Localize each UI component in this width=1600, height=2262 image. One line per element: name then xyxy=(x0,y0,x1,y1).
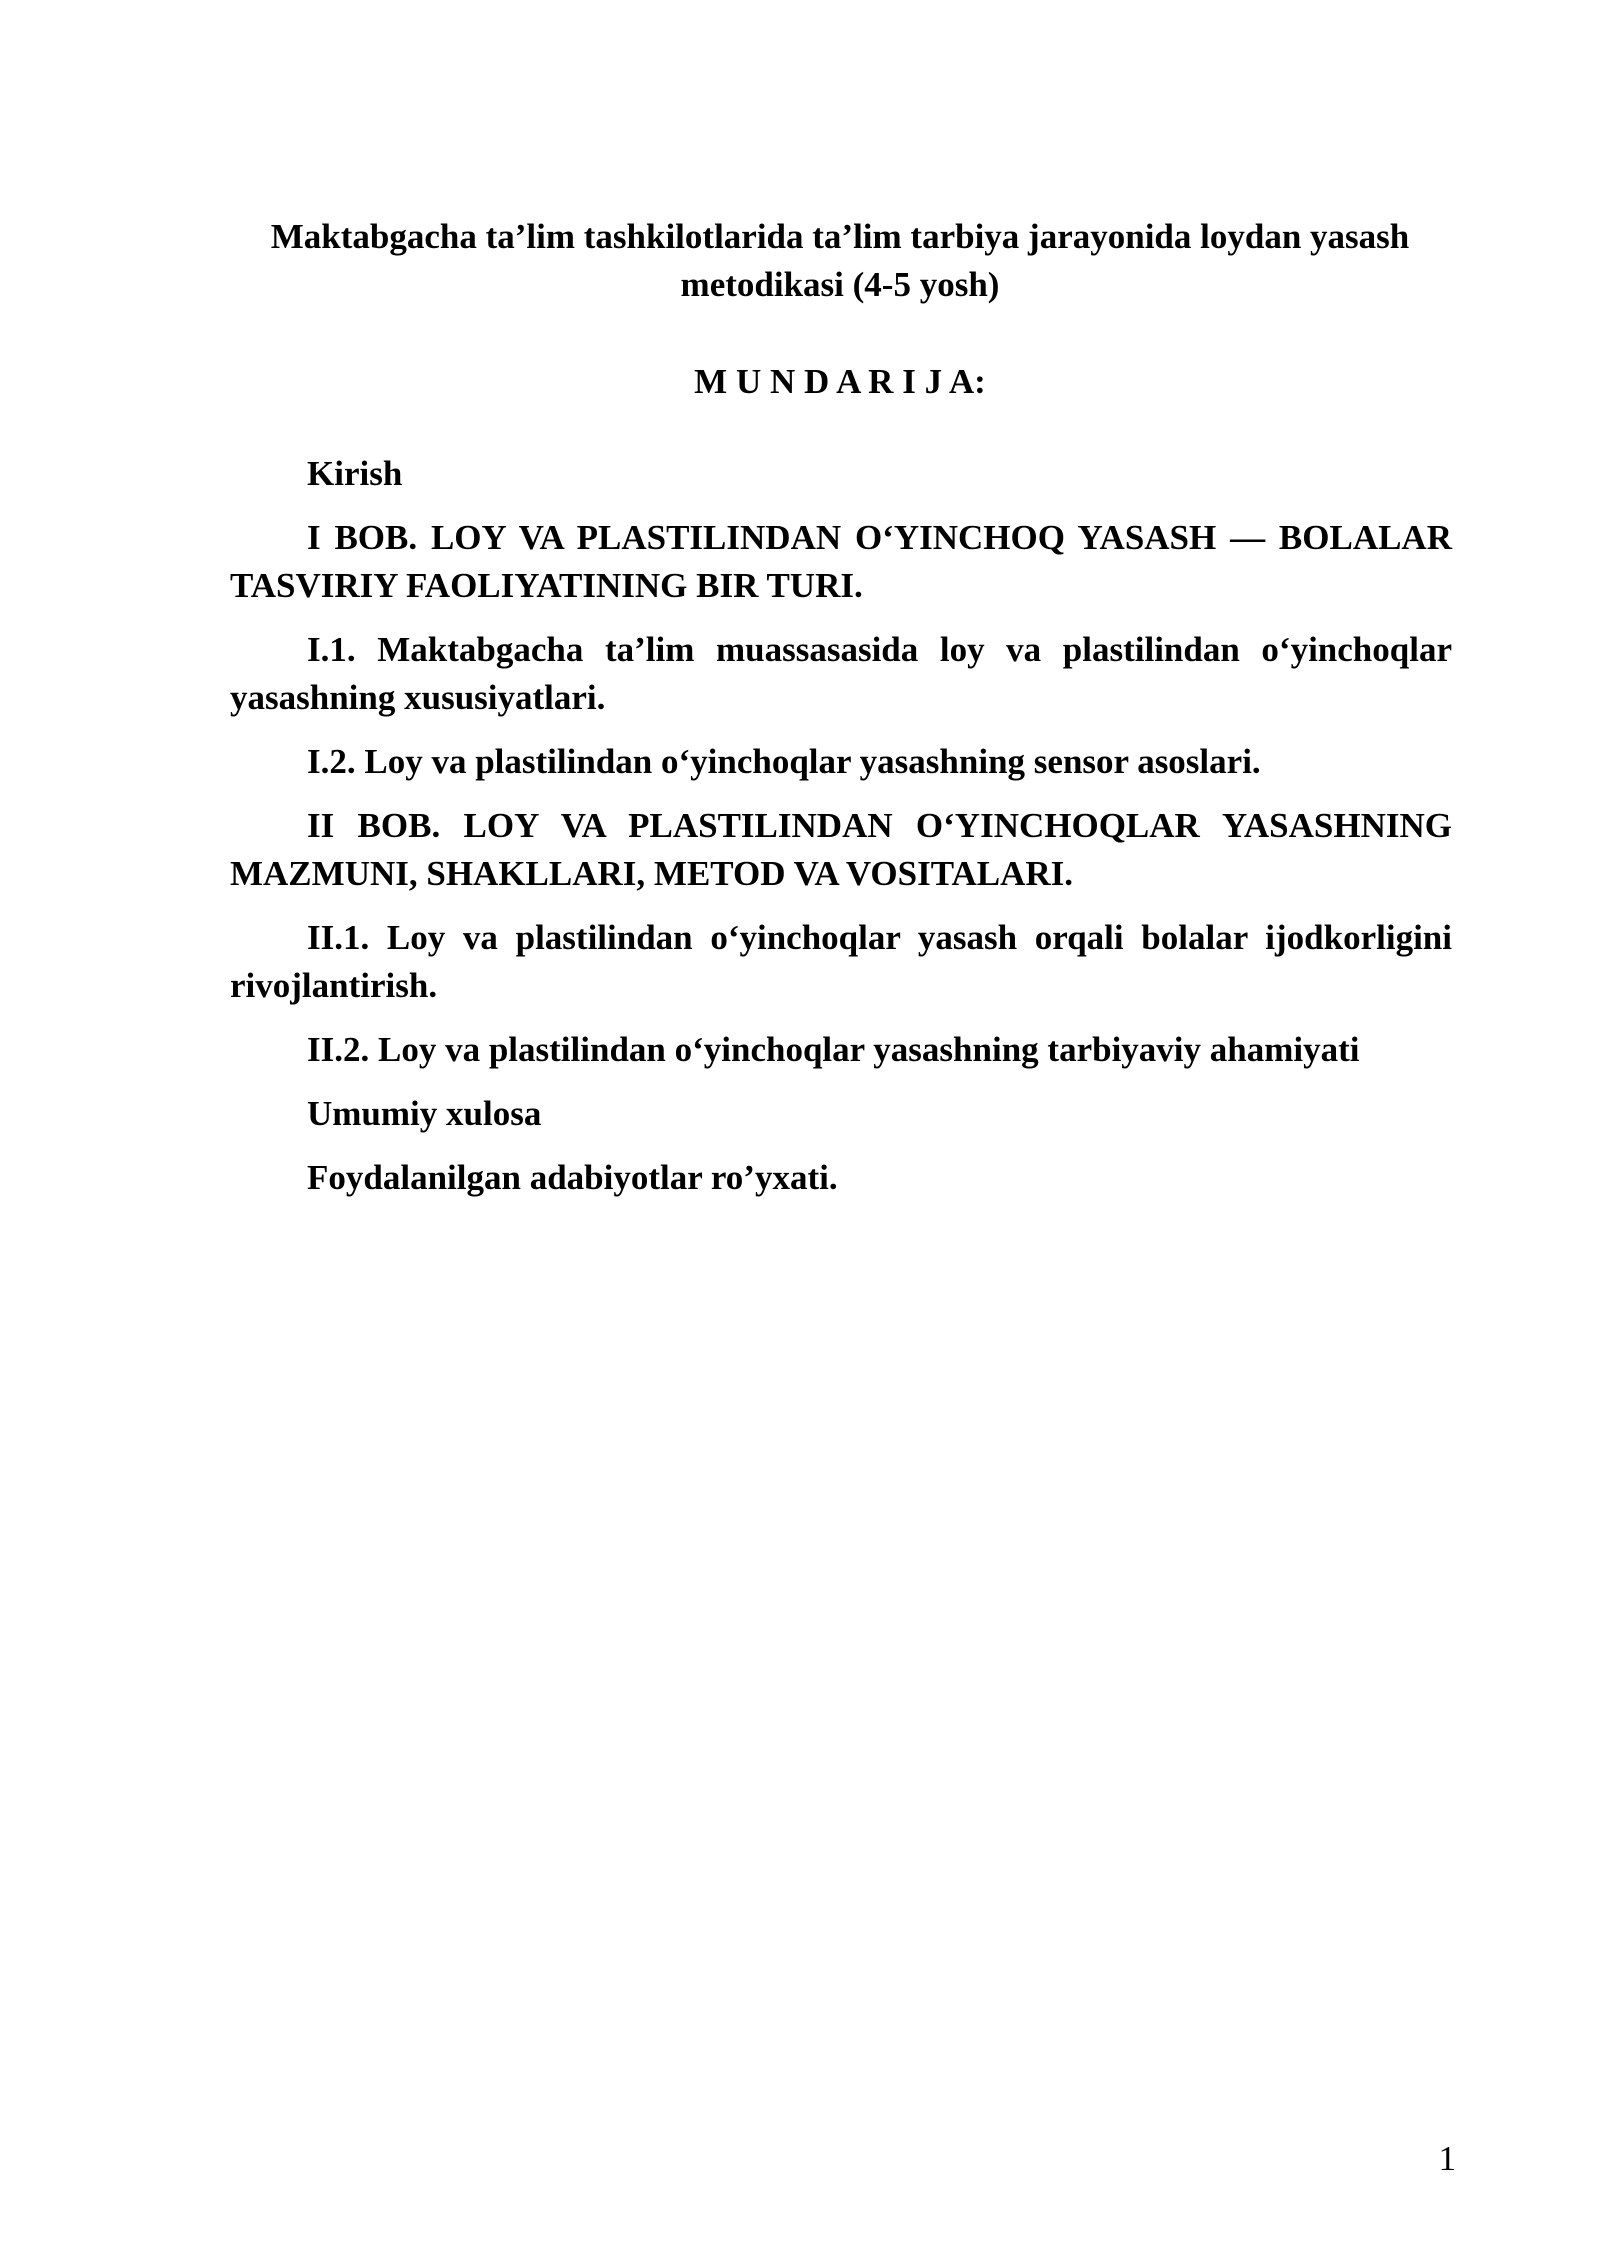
toc-entry-chapter-1: I BOB. LOY VA PLASTILINDAN O‘YINCHOQ YASASH — BOLALAR TASVIRIY FAOLIYATINING BIR TURI. xyxy=(230,518,1452,605)
toc-entry-section-1-1: I.1. Maktabgacha ta’lim muassasasida loy va plastilindan o‘yinchoqlar yasashning xususiyatlari. xyxy=(230,630,1452,717)
toc-entry-introduction: Kirish xyxy=(307,454,403,493)
toc-entry-chapter-2: II BOB. LOY VA PLASTILINDAN O‘YINCHOQLAR YASASHNING MAZMUNI, SHAKLLARI, METOD VA VOSITALARI. xyxy=(230,806,1452,893)
table-of-contents xyxy=(230,450,1452,1218)
toc-heading: M U N D A R I J A: xyxy=(694,362,986,401)
document-title: Maktabgacha ta’lim tashkilotlarida ta’lim tarbiya jarayonida loydan yasash metodikasi (4-5 yosh) xyxy=(270,217,1410,304)
toc-entry-conclusion: Umumiy xulosa xyxy=(307,1094,542,1133)
toc-entry-section-2-1: II.1. Loy va plastilindan o‘yinchoqlar yasash orqali bolalar ijodkorligini rivojlantirish. xyxy=(230,918,1452,1005)
toc-entry-references: Foydalanilgan adabiyotlar ro’yxati. xyxy=(307,1158,838,1197)
toc-entry-section-1-2: I.2. Loy va plastilindan o‘yinchoqlar yasashning sensor asoslari. xyxy=(307,742,1261,781)
toc-entry-section-2-2: II.2. Loy va plastilindan o‘yinchoqlar yasashning tarbiyaviy ahamiyati xyxy=(307,1030,1360,1069)
page-number: 1 xyxy=(1438,2139,1456,2178)
